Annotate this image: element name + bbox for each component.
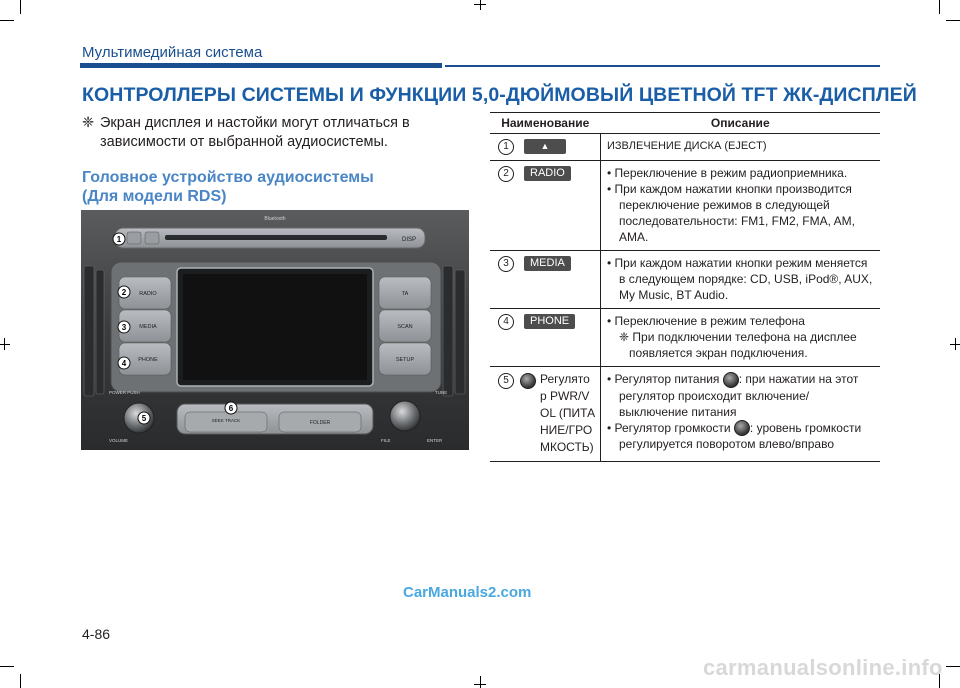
callout-5: 5 — [141, 414, 147, 423]
crop-mark — [474, 4, 486, 5]
description-text: • При каждом нажатии кнопки режим меняется в следующем порядке: CD, USB, iPod®, AUX, My Music, BT Audio. — [607, 255, 873, 302]
note-line-2: зависимости от выбранной аудиосистемы. — [100, 134, 388, 150]
crop-mark — [20, 674, 21, 688]
section-label: Мультимедийная система — [82, 44, 263, 61]
item-number: 1 — [498, 139, 514, 155]
header-rule-thin — [445, 65, 880, 67]
crop-mark — [480, 0, 481, 10]
description-note: ❈ При подключении телефона на дисплее появляется экран подключения. — [619, 329, 857, 360]
note-line-1: Экран дисплея и настойки могут отличаться в — [100, 115, 410, 131]
crop-mark — [20, 0, 21, 14]
column-header-description: Описание — [601, 113, 881, 134]
radio-unit-button: RADIO — [139, 291, 157, 297]
knob-label: Регулятор PWR/VOL (ПИТАНИЕ/ГРОМКОСТЬ) — [540, 371, 596, 454]
volume-desc-a: • Регулятор громкости — [607, 420, 731, 435]
media-button-label: MEDIA — [524, 256, 571, 271]
table-row — [490, 308, 880, 366]
callout-6: 6 — [228, 404, 234, 413]
seek-track-button: SEEK TRACK — [211, 418, 241, 423]
item-number: 4 — [498, 314, 514, 330]
folder-button: FOLDER — [309, 420, 331, 426]
phone-unit-button: PHONE — [138, 357, 158, 363]
item-number: 3 — [498, 256, 514, 272]
callout-4: 4 — [121, 359, 127, 368]
watermark: CarManuals2.com — [403, 584, 532, 601]
file-label: FILE — [381, 438, 391, 443]
crop-mark — [946, 20, 960, 21]
description-text — [607, 420, 876, 453]
item-number: 5 — [498, 373, 514, 389]
page-title: КОНТРОЛЛЕРЫ СИСТЕМЫ И ФУНКЦИИ 5,0-ДЮЙМОВЫЙ ЦВЕТНОЙ TFT ЖК-ДИСПЛЕЙ — [82, 84, 917, 106]
knob-icon — [734, 420, 750, 436]
crop-mark — [474, 684, 486, 685]
volume-desc-b: : уровень громкости регулируется поворотом влево/вправо — [619, 420, 862, 452]
eject-icon — [524, 139, 566, 154]
description-text: ИЗВЛЕЧЕНИЕ ДИСКА (EJECT) — [607, 140, 767, 152]
callout-3: 3 — [121, 323, 127, 332]
description-text: • При каждом нажатии кнопки производится переключение режимов в следующей последовательности: FM1, FM2, FMA, AM, AMA. — [607, 181, 855, 244]
ta-unit-button: TA — [401, 291, 409, 297]
knob-icon — [723, 372, 739, 388]
item-number: 2 — [498, 166, 514, 182]
phone-button-label: PHONE — [524, 314, 575, 329]
description-text: • Переключение в режим радиоприемника. — [607, 165, 848, 180]
crop-mark — [0, 666, 14, 667]
description-text — [607, 371, 876, 420]
note-symbol: ❈ — [82, 115, 95, 131]
column-header-name: Наименование — [490, 113, 601, 134]
crop-mark — [4, 338, 5, 350]
radio-button-label: RADIO — [524, 166, 571, 181]
crop-mark — [0, 20, 14, 21]
description-text: • Переключение в режим телефона — [607, 313, 805, 328]
scan-unit-button: SCAN — [397, 324, 413, 330]
table-row — [490, 250, 880, 308]
enter-label: ENTER — [427, 438, 443, 443]
crop-mark — [939, 0, 940, 14]
table-row — [490, 134, 880, 161]
power-label: POWER PUSH — [109, 390, 140, 395]
disp-button: DISP — [401, 237, 417, 243]
callout-2: 2 — [121, 288, 127, 297]
bluetooth-label: Bluetooth — [264, 216, 286, 222]
power-desc-b: : при нажатии на этот регулятор происходит включение/выключение питания — [619, 371, 859, 419]
power-desc-a: • Регулятор питания — [607, 371, 720, 386]
header-rule — [80, 63, 442, 68]
tune-label: TUNE — [435, 390, 448, 395]
note — [82, 114, 468, 152]
crop-mark — [480, 676, 481, 688]
knob-icon — [520, 373, 536, 389]
media-unit-button: MEDIA — [139, 324, 157, 330]
table-row — [490, 160, 880, 250]
setup-unit-button: SETUP — [395, 357, 415, 363]
crop-mark — [955, 338, 956, 350]
table-row — [490, 366, 880, 461]
page-number: 4-86 — [82, 626, 111, 642]
volume-label: VOLUME — [109, 438, 129, 443]
footer-watermark: carmanualsonline.info — [703, 655, 943, 680]
crop-mark — [0, 344, 10, 345]
callout-1: 1 — [116, 235, 122, 244]
head-unit-image — [81, 210, 469, 450]
subheading — [82, 168, 468, 206]
controls-table — [490, 112, 880, 462]
subheading-line-1: Головное устройство аудиосистемы — [82, 169, 374, 186]
crop-mark — [946, 666, 960, 667]
subheading-line-2: (Для модели RDS) — [82, 188, 227, 205]
